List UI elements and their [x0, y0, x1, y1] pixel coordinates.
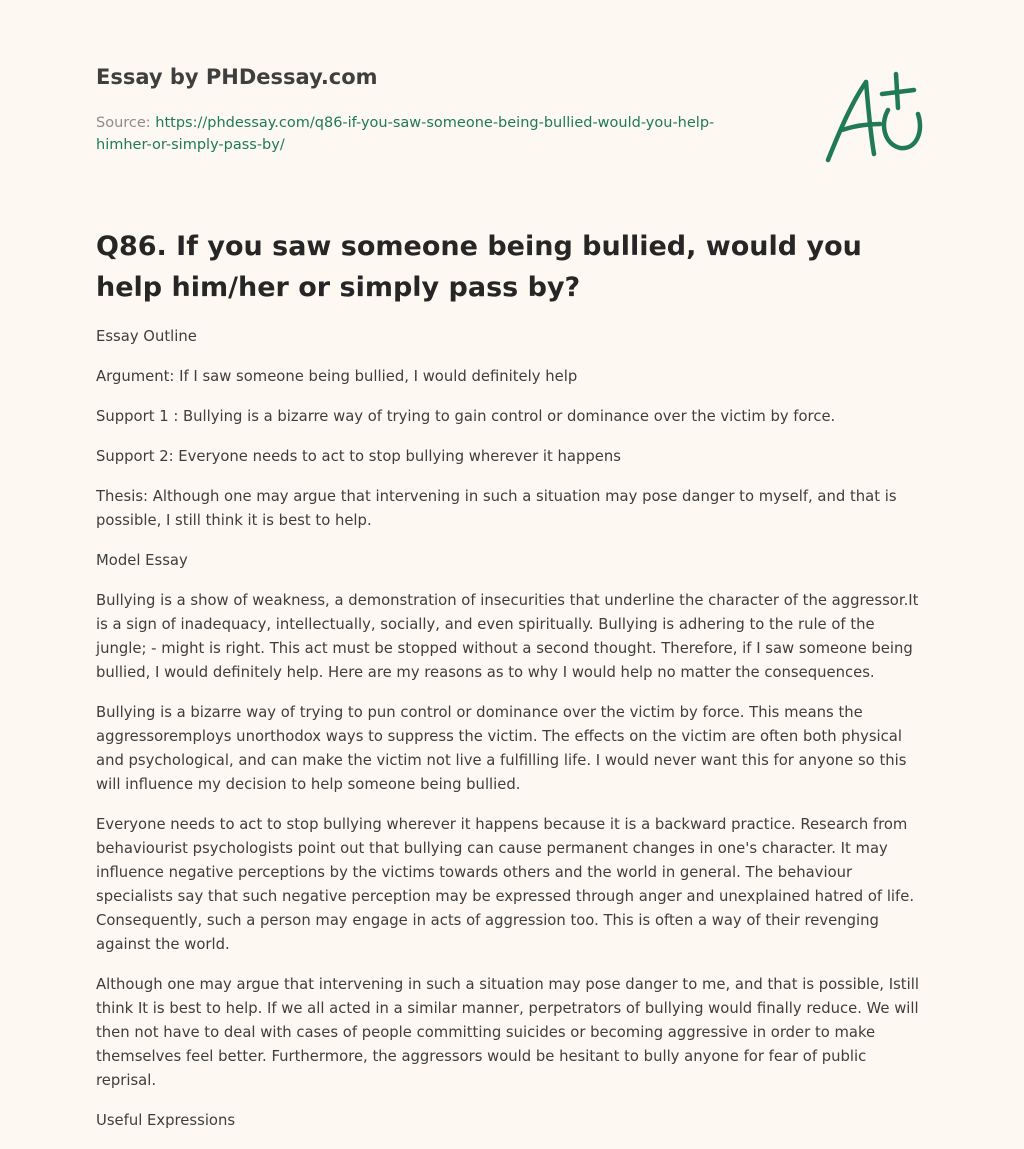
useful-expressions-heading: Useful Expressions [96, 1112, 236, 1129]
essay-paragraph-conclusion: Although one may argue that intervening in such a situation may pose danger to me, and that is possible, Istill think It is best to help. If we all acted in a similar manner, perpetrators of bullying would finally reduce. We will then not have to deal with cases of people committing suicides or becoming aggressive in order to make themselves feel better. Furthermore, the aggressors would be hesitant to bully anyone for fear of public reprisal. [96, 976, 919, 1089]
model-essay-heading: Model Essay [96, 552, 188, 569]
outline-support-1: Support 1 : Bullying is a bizarre way of trying to gain control or dominance over the victim by force. [96, 408, 836, 425]
outline-heading: Essay Outline [96, 328, 197, 345]
essay-body [96, 325, 928, 1149]
source-link[interactable] [96, 115, 714, 153]
site-title: Essay by PHDessay.com [96, 65, 378, 89]
outline-argument: Argument: If I saw someone being bullied, I would definitely help [96, 368, 578, 385]
essay-title: Q86. If you saw someone being bullied, would you help him/her or simply pass by? [96, 231, 862, 303]
outline-thesis: Thesis: Although one may argue that intervening in such a situation may pose danger to myself, and that is possible, I still think it is best to help. [96, 488, 897, 529]
source-link-line-1: https://phdessay.com/q86-if-you-saw-someone-being-bullied-would-you-help- [155, 115, 715, 131]
source-label: Source: [96, 115, 151, 131]
essay-paragraph-support-2: Everyone needs to act to stop bullying wherever it happens because it is a backward practice. Research from behaviourist psychologists point out that bullying can cause permanent changes in one's character. It may influence negative perceptions by the victims towards others and the world in general. The behaviour specialists say that such negative perception may be expressed through anger and unexplained hatred of life. Consequently, such a person may engage in acts of aggression too. This is often a way of their revenging against the world. [96, 816, 915, 953]
a-plus-logo-icon [818, 68, 930, 166]
source-link-line-2: himher-or-simply-pass-by/ [96, 137, 285, 153]
essay-paragraph-intro: Bullying is a show of weakness, a demonstration of insecurities that underline the character of the aggressor.It is a sign of inadequacy, intellectually, socially, and even spiritually. Bullying is adhering to the rule of the jungle; - might is right. This act must be stopped without a second thought. Therefore, if I saw someone being bullied, I would definitely help. Here are my reasons as to why I would help no matter the consequences. [96, 592, 919, 681]
outline-support-2: Support 2: Everyone needs to act to stop bullying wherever it happens [96, 448, 621, 465]
essay-paragraph-support-1: Bullying is a bizarre way of trying to pun control or dominance over the victim by force. This means the aggressoremploys unorthodox ways to suppress the victim. The effects on the victim are often both physical and psychological, and can make the victim not live a fulfilling life. I would never want this for anyone so this will influence my decision to help someone being bullied. [96, 704, 907, 793]
source-line [96, 112, 776, 156]
